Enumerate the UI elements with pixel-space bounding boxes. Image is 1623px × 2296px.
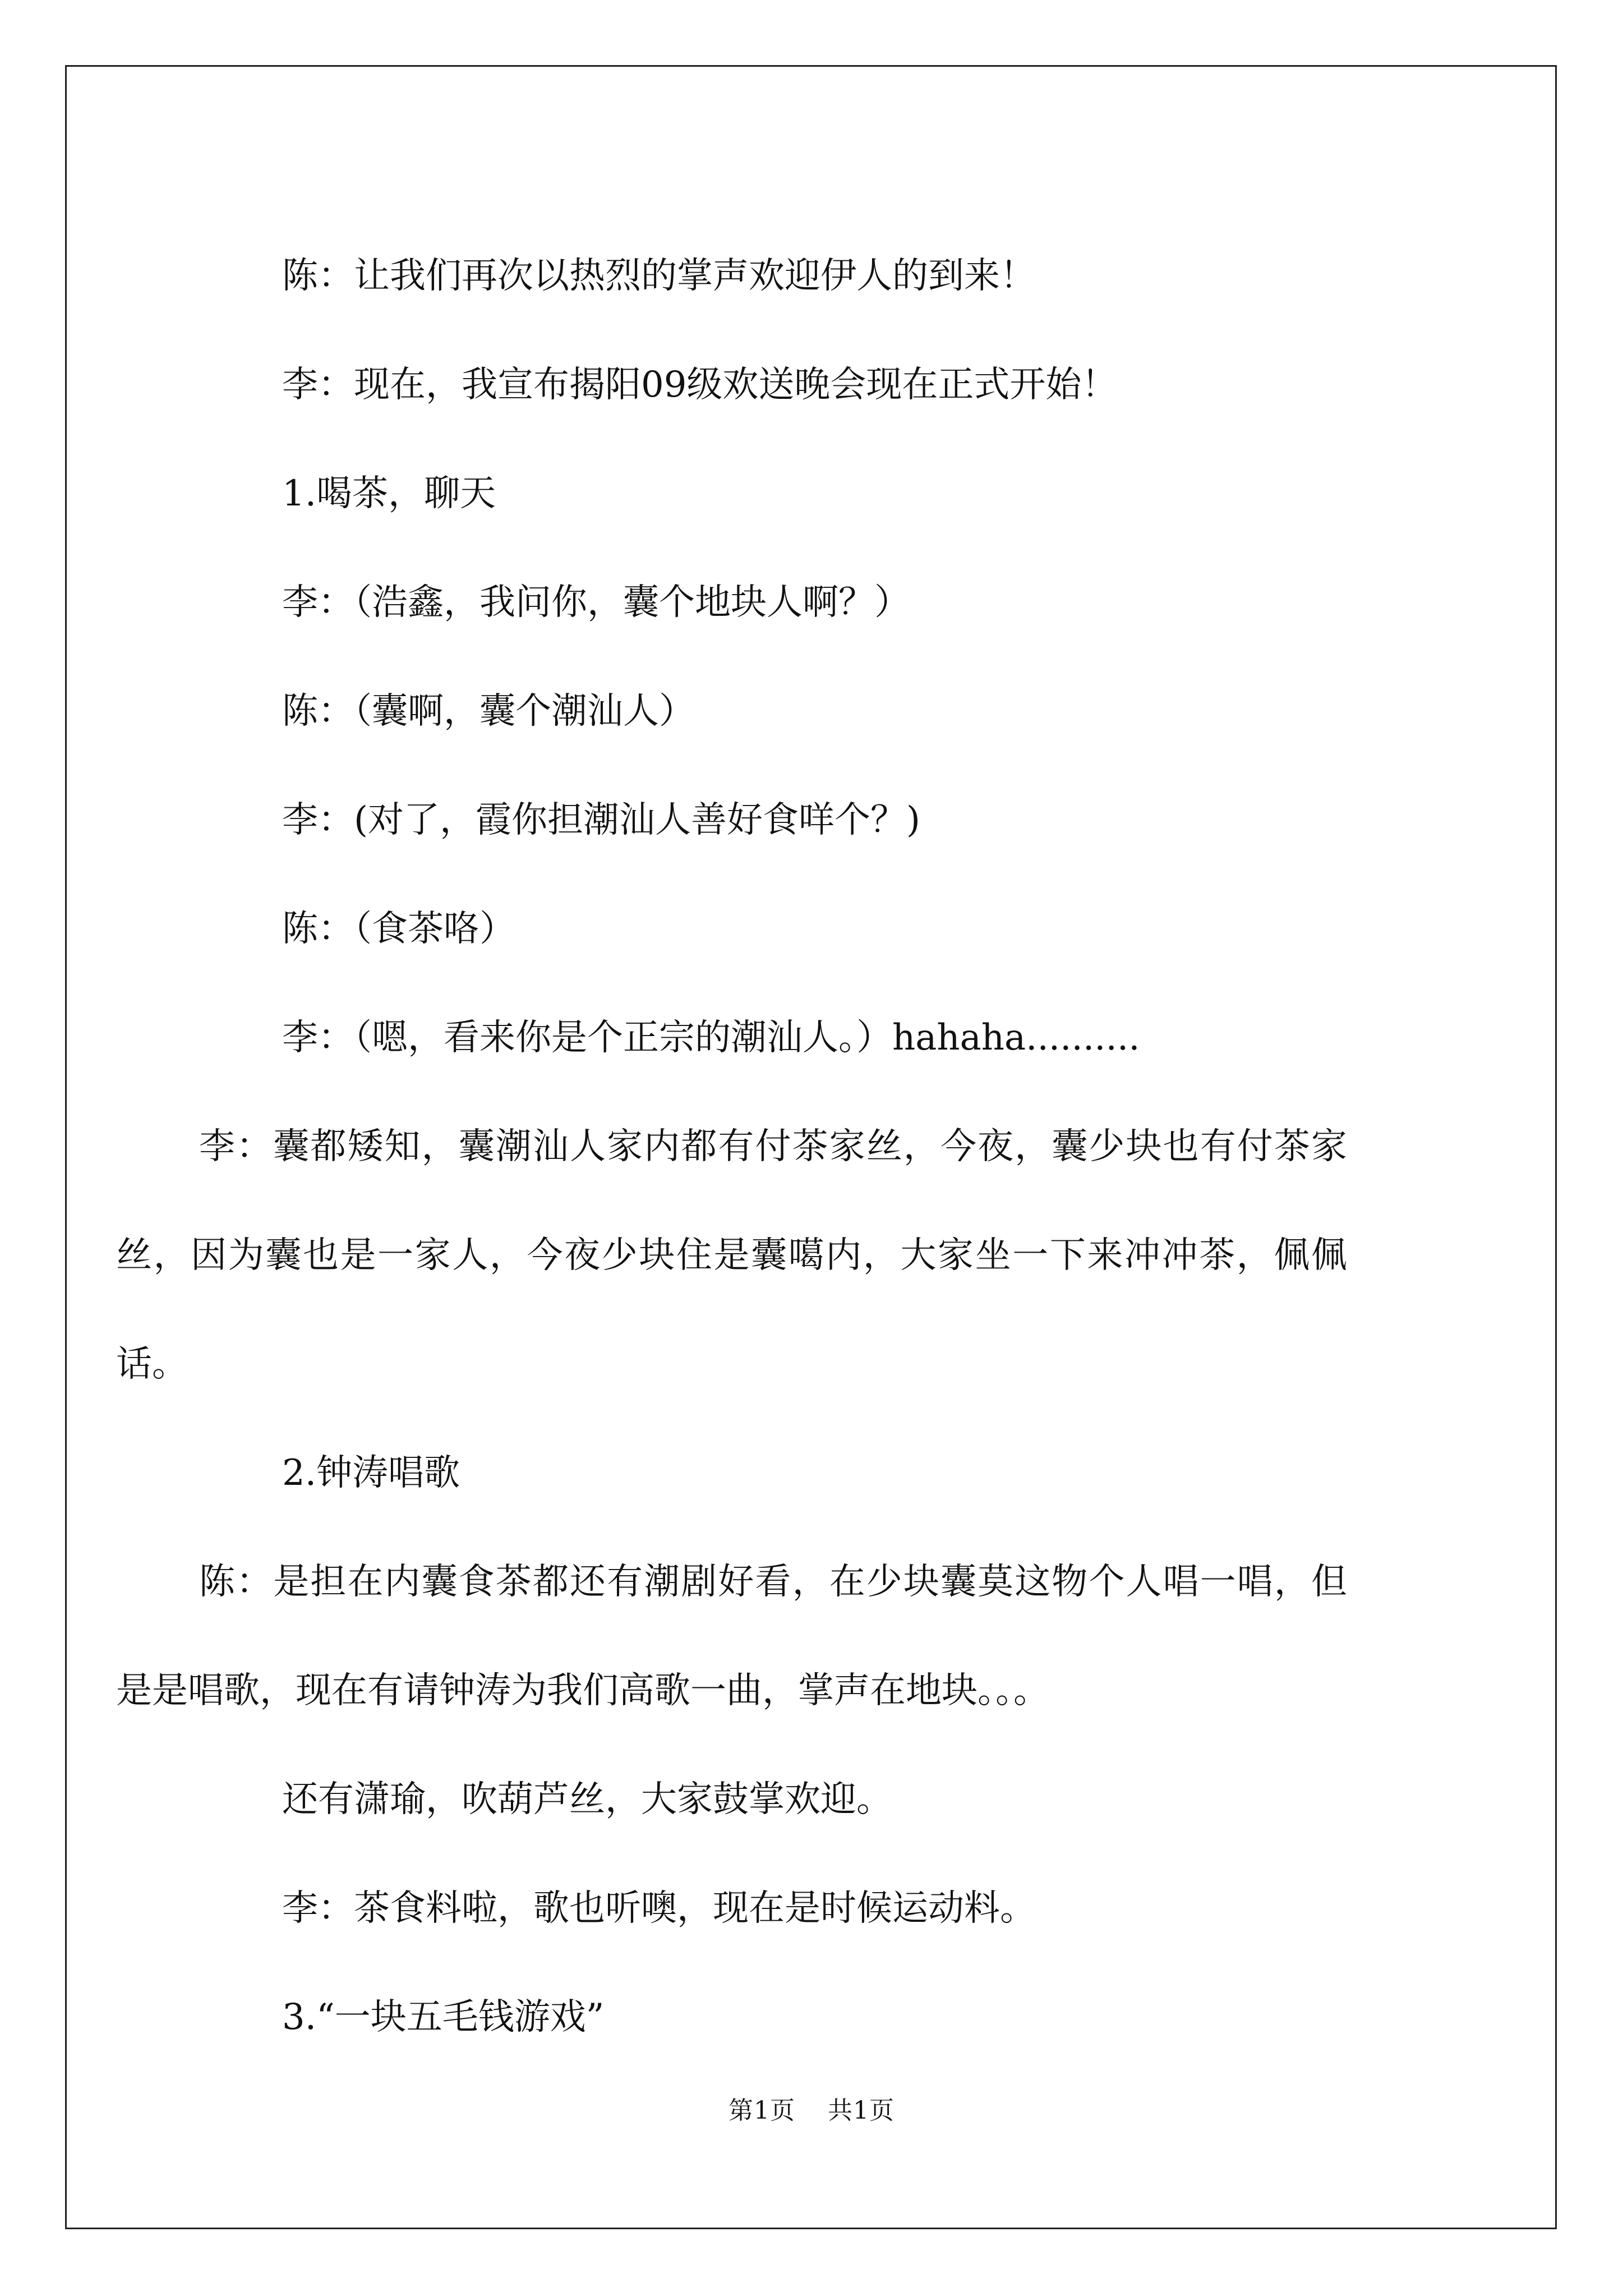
paragraph: 李：（浩鑫，我问你，囊个地块人啊？） (282, 582, 910, 623)
paragraph: 陈：让我们再次以热烈的掌声欢迎伊人的到来！ (282, 255, 1036, 297)
paragraph: 陈：（食茶咯） (282, 908, 515, 950)
paragraph: 李：（嗯，看来你是个正宗的潮汕人。）hahaha.......... (282, 1017, 1140, 1059)
page-footer (0, 2090, 1623, 2126)
paragraph: 还有潇瑜，吹葫芦丝，大家鼓掌欢迎。 (282, 1779, 892, 1820)
page-number-current: 第1页 (728, 2096, 795, 2125)
paragraph: 李：现在，我宣布揭阳09级欢送晚会现在正式开始！ (282, 364, 1118, 406)
section-heading: 3.“一块五毛钱游戏” (282, 1996, 605, 2038)
paragraph: 李：茶食料啦，歌也听噢，现在是时候运动料。 (282, 1888, 1036, 1929)
paragraph: 李：囊都矮知，囊潮汕人家内都有付茶家丝，今夜，囊少块也有付茶家丝，因为囊也是一家人，今夜少块住是囊噶内，大家坐一下来冲冲茶，佩佩话。 (116, 1126, 1347, 1385)
document-body (116, 222, 1422, 2072)
page-number-total: 共1页 (828, 2096, 895, 2125)
paragraph: 陈：是担在内囊食茶都还有潮剧好看，在少块囊莫这物个人唱一唱，但是是唱歌，现在有请钟涛为我们高歌一曲，掌声在地块。。。 (116, 1561, 1347, 1711)
section-heading: 1.喝茶，聊天 (282, 473, 496, 514)
paragraph: 李：(对了，霞你担潮汕人善好食咩个？) (282, 799, 920, 841)
section-heading: 2.钟涛唱歌 (282, 1452, 460, 1494)
paragraph: 陈：（囊啊，囊个潮汕人） (282, 691, 695, 732)
